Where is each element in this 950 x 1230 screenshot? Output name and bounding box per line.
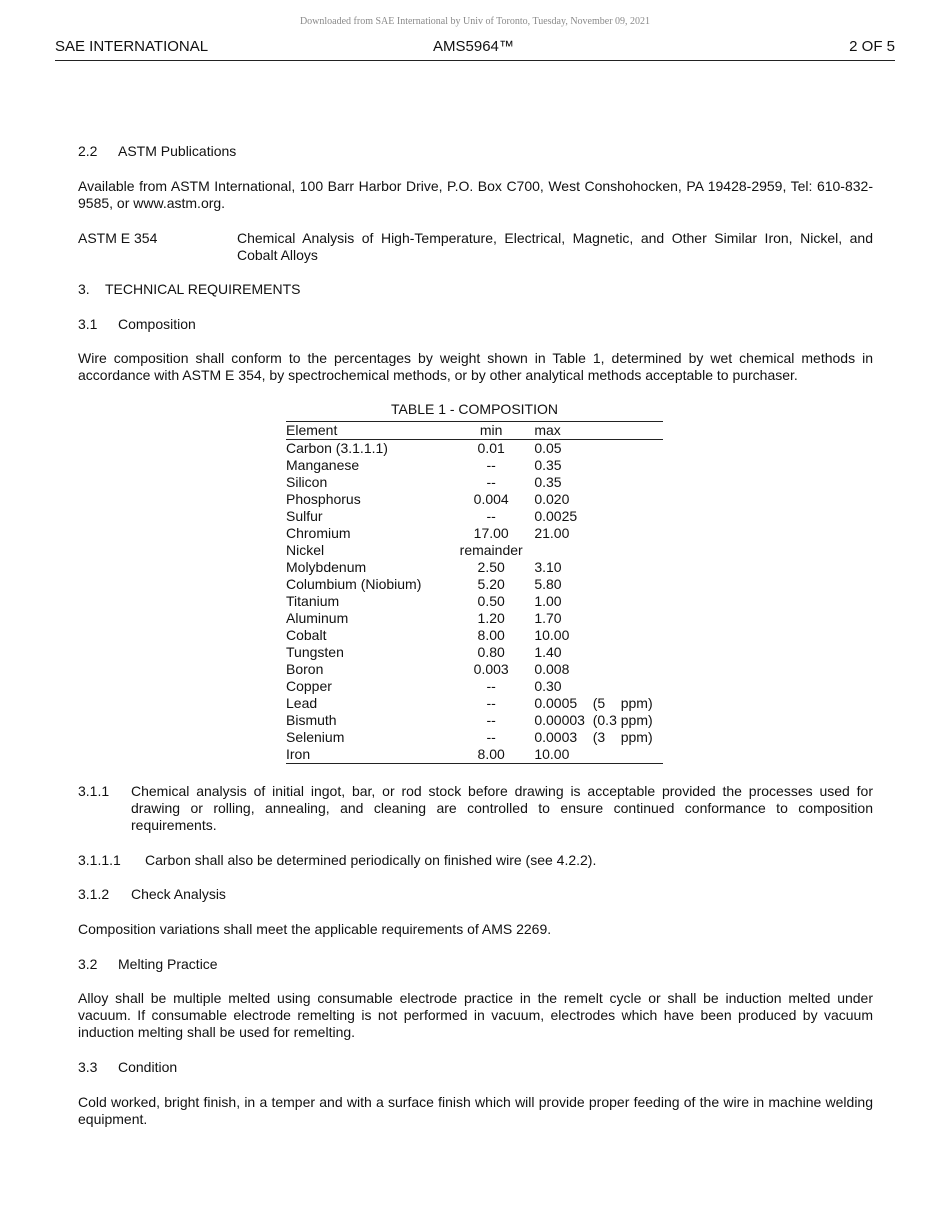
table-row [286, 457, 663, 474]
section-number: 3.1.1.1 [78, 852, 121, 868]
page-number: 2 OF 5 [849, 38, 895, 55]
cell-max: 0.008 [534, 661, 570, 677]
cell-max: 0.0003 (3 ppm) [534, 729, 653, 745]
section-title: Check Analysis [131, 886, 226, 902]
section-title: Melting Practice [118, 956, 218, 972]
cell-element: Tungsten [286, 644, 344, 660]
cell-min: -- [486, 474, 496, 490]
table-row [286, 593, 663, 610]
section-3-1-1 [78, 783, 873, 834]
cell-max: 0.00003 (0.3 ppm) [534, 712, 653, 728]
section-title: Composition [118, 316, 196, 332]
cell-max: 0.020 [534, 491, 570, 507]
cell-max: 0.0025 [534, 508, 578, 524]
header-min: min [479, 422, 503, 438]
cell-element: Boron [286, 661, 324, 677]
publisher-name: SAE INTERNATIONAL [55, 38, 209, 55]
cell-max: 5.80 [534, 576, 562, 592]
cell-element: Chromium [286, 525, 351, 541]
cell-element: Silicon [286, 474, 328, 490]
section-number: 3. [78, 281, 90, 297]
cell-element: Nickel [286, 542, 325, 558]
section-2-2-paragraph: Available from ASTM International, 100 Barr Harbor Drive, P.O. Box C700, West Conshohocken, PA 19428-2959, Tel: 610-832-9585, or www.astm.org. [78, 178, 873, 211]
cell-min: 5.20 [477, 576, 505, 592]
section-2-2-heading [78, 143, 873, 160]
table-row [286, 491, 663, 508]
cell-max: 3.10 [534, 559, 562, 575]
cell-max: 0.0005 (5 ppm) [534, 695, 653, 711]
section-title: ASTM Publications [118, 143, 237, 159]
cell-min: -- [486, 678, 496, 694]
table-header-row [286, 422, 663, 440]
cell-element: Phosphorus [286, 491, 361, 507]
section-3-2-heading [78, 956, 873, 973]
table-row [286, 746, 663, 764]
table-row [286, 474, 663, 491]
table-row [286, 576, 663, 593]
cell-element: Sulfur [286, 508, 323, 524]
table-row [286, 661, 663, 678]
cell-min: 0.01 [477, 440, 505, 456]
section-title: Condition [118, 1059, 178, 1075]
cell-element: Manganese [286, 457, 360, 473]
table-row [286, 525, 663, 542]
section-3-1-heading [78, 316, 873, 333]
table-row [286, 712, 663, 729]
cell-element: Copper [286, 678, 332, 694]
cell-min: 17.00 [473, 525, 509, 541]
page-header [55, 38, 895, 61]
cell-max: 0.30 [534, 678, 562, 694]
section-3-1-paragraph: Wire composition shall conform to the percentages by weight shown in Table 1, determined by wet chemical methods in accordance with ASTM E 354, by spectrochemical methods, or by other analytical methods acceptable to purchaser. [78, 350, 873, 383]
section-paragraph: Carbon shall also be determined periodically on finished wire (see 4.2.2). [145, 852, 597, 868]
cell-min: -- [486, 712, 496, 728]
section-number: 3.1.1 [78, 783, 110, 799]
cell-min: -- [486, 729, 496, 745]
download-watermark: Downloaded from SAE International by Univ of Toronto, Tuesday, November 09, 2021 [299, 16, 651, 27]
cell-min: 0.003 [473, 661, 509, 677]
cell-max: 1.70 [534, 610, 562, 626]
reference-entry [78, 230, 873, 264]
cell-min: 2.50 [477, 559, 505, 575]
cell-element: Aluminum [286, 610, 349, 626]
header-element: Element [286, 422, 338, 438]
header-max: max [534, 422, 561, 438]
cell-min: -- [486, 508, 496, 524]
section-3-2-paragraph: Alloy shall be multiple melted using consumable electrode practice in the remelt cycle or shall be induction melted under vacuum. If consumable electrode remelting is not performed in vacuum, electrodes which have been produced by vacuum induction melting shall be used for remelting. [78, 990, 873, 1040]
cell-element: Titanium [286, 593, 340, 609]
cell-element: Bismuth [286, 712, 337, 728]
cell-element: Columbium (Niobium) [286, 576, 422, 592]
table-row [286, 559, 663, 576]
cell-element: Selenium [286, 729, 345, 745]
cell-element: Carbon (3.1.1.1) [286, 440, 388, 456]
cell-min: -- [486, 695, 496, 711]
table-row [286, 508, 663, 525]
section-number: 3.2 [78, 956, 98, 972]
table-row [286, 729, 663, 746]
cell-min: remainder [459, 542, 523, 558]
table-row [286, 644, 663, 661]
table-body [286, 440, 663, 764]
reference-title: Chemical Analysis of High-Temperature, Electrical, Magnetic, and Other Similar Iron, Nickel, and Cobalt Alloys [237, 230, 873, 263]
section-number: 3.1.2 [78, 886, 110, 902]
section-paragraph: Chemical analysis of initial ingot, bar, or rod stock before drawing is acceptable provided the processes used for drawing or rolling, annealing, and cleaning are controlled to ensure continued conformance to composition requirements. [131, 783, 873, 833]
cell-min: 0.50 [477, 593, 505, 609]
table-caption: TABLE 1 - COMPOSITION [391, 401, 558, 417]
cell-element: Cobalt [286, 627, 327, 643]
section-number: 3.1 [78, 316, 98, 332]
cell-min: 0.004 [473, 491, 509, 507]
table-row [286, 627, 663, 644]
section-3-heading [78, 281, 873, 298]
table-row [286, 542, 663, 559]
cell-min: 0.80 [477, 644, 505, 660]
section-number: 2.2 [78, 143, 98, 159]
section-3-1-2-heading [78, 886, 873, 903]
cell-max: 10.00 [534, 746, 570, 762]
cell-min: 1.20 [477, 610, 505, 626]
cell-max: 0.05 [534, 440, 562, 456]
cell-max: 10.00 [534, 627, 570, 643]
section-3-3-paragraph: Cold worked, bright finish, in a temper and with a surface finish which will provide proper feeding of the wire in machine welding equipment. [78, 1094, 873, 1127]
cell-min: 8.00 [477, 746, 505, 762]
cell-max: 0.35 [534, 457, 562, 473]
section-number: 3.3 [78, 1059, 98, 1075]
cell-min: -- [486, 457, 496, 473]
composition-table [286, 401, 663, 764]
cell-max: 1.00 [534, 593, 562, 609]
table-row [286, 695, 663, 712]
section-3-3-heading [78, 1059, 873, 1076]
section-3-1-1-1 [78, 852, 873, 869]
document-number: AMS5964™ [433, 38, 514, 55]
cell-element: Iron [286, 746, 311, 762]
table-row [286, 678, 663, 695]
section-title: TECHNICAL REQUIREMENTS [105, 281, 301, 297]
cell-min: 8.00 [477, 627, 505, 643]
cell-max: 21.00 [534, 525, 570, 541]
table-row [286, 440, 663, 458]
reference-id: ASTM E 354 [78, 230, 158, 246]
cell-element: Lead [286, 695, 318, 711]
table-row [286, 610, 663, 627]
cell-element: Molybdenum [286, 559, 367, 575]
section-3-1-2-paragraph: Composition variations shall meet the applicable requirements of AMS 2269. [78, 921, 552, 937]
cell-max: 0.35 [534, 474, 562, 490]
cell-max [532, 542, 663, 559]
cell-max: 1.40 [534, 644, 562, 660]
